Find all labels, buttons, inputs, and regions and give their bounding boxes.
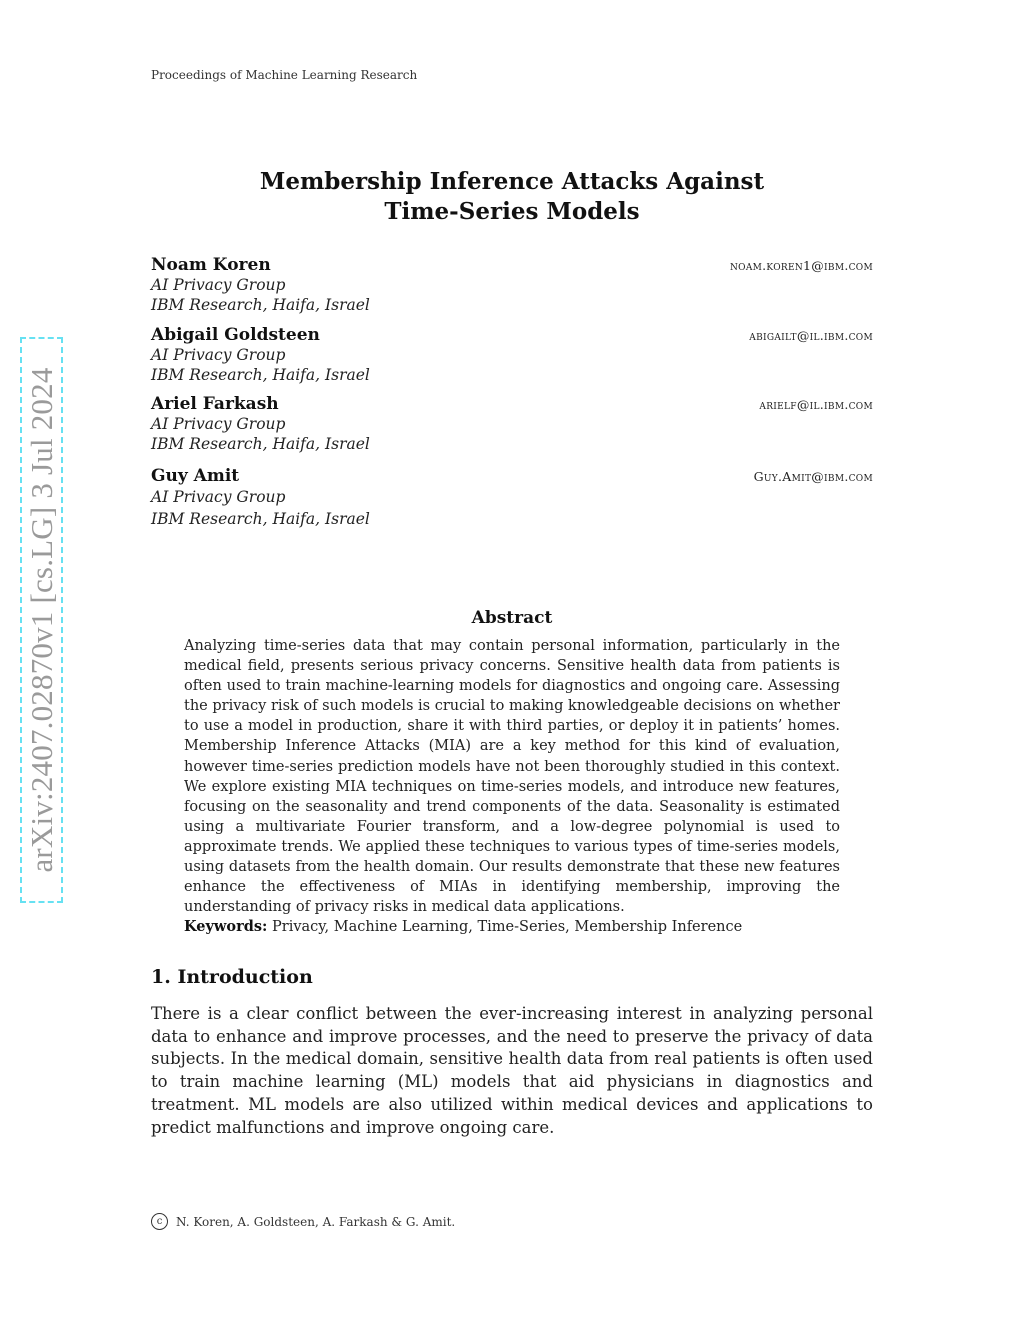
author-group: AI Privacy Group [151,346,286,364]
keywords [184,918,840,935]
keywords-text: Privacy, Machine Learning, Time-Series, Membership Inference [272,919,743,935]
author-name: Ariel Farkash [151,394,279,414]
author-email[interactable]: noam.koren1@ibm.com [729,258,873,273]
author-block [151,466,873,530]
author-institution: IBM Research, Haifa, Israel [151,366,370,384]
abstract-text: Analyzing time-series data that may contain personal information, particularly in the medical field, presents serious privacy concerns. Sensitive health data from patients is often used to train machine-learning models for diagnostics and ongoing care. Assessing the privacy risk of such models is crucial to making knowledgeable decisions on whether to use a model in production, share it with third parties, or deploy it in patients’ homes. Membership Inference Attacks (MIA) are a key method for this kind of evaluation, however time-series prediction models have not been thoroughly studied in this context. We explore existing MIA techniques on time-series models, and introduce new features, focusing on the seasonality and trend components of the data. Seasonality is estimated using a multivariate Fourier transform, and a low-degree polynomial is used to approximate trends. We applied these techniques to various types of time-series models, using datasets from the health domain. Our results demonstrate that these new features enhance the effectiveness of MIAs in identifying membership, improving the understanding of privacy risks in medical data applications. [184,638,840,916]
copyright-footer [151,1213,455,1230]
author-name: Noam Koren [151,255,271,275]
copyright-text: N. Koren, A. Goldsteen, A. Farkash & G. Amit. [176,1214,456,1229]
author-group: AI Privacy Group [151,488,286,506]
author-block [151,394,873,454]
abstract-heading: Abstract [471,608,553,628]
arxiv-stamp[interactable]: arXiv:2407.02870v1 [cs.LG] 3 Jul 2024 [20,337,63,903]
author-email[interactable]: arielf@il.ibm.com [759,397,873,412]
keywords-label: Keywords: [184,918,268,935]
venue-header: Proceedings of Machine Learning Research [151,68,418,82]
author-email[interactable]: abigailt@il.ibm.com [749,328,873,343]
author-group: AI Privacy Group [151,415,286,433]
author-block [151,255,873,315]
paper-title [0,167,1024,227]
section-heading-introduction: 1. Introduction [151,966,313,988]
author-name: Guy Amit [151,466,240,486]
author-name: Abigail Goldsteen [151,325,320,345]
copyright-icon: c [151,1213,168,1230]
author-institution: IBM Research, Haifa, Israel [151,510,370,528]
title-line-2: Time-Series Models [384,198,640,225]
author-institution: IBM Research, Haifa, Israel [151,435,370,453]
author-group: AI Privacy Group [151,276,286,294]
author-institution: IBM Research, Haifa, Israel [151,296,370,314]
title-line-1: Membership Inference Attacks Against [259,168,765,195]
author-email[interactable]: Guy.Amit@ibm.com [753,469,873,484]
introduction-paragraph: There is a clear conflict between the ever-increasing interest in analyzing personal data to enhance and improve processes, and the need to preserve the privacy of data subjects. In the medical domain, sensitive health data from real patients is often used to train machine learning (ML) models that aid physicians in diagnostics and treatment. ML models are also utilized within medical devices and applications to predict malfunctions and improve ongoing care. [151,1004,873,1137]
author-block [151,325,873,385]
